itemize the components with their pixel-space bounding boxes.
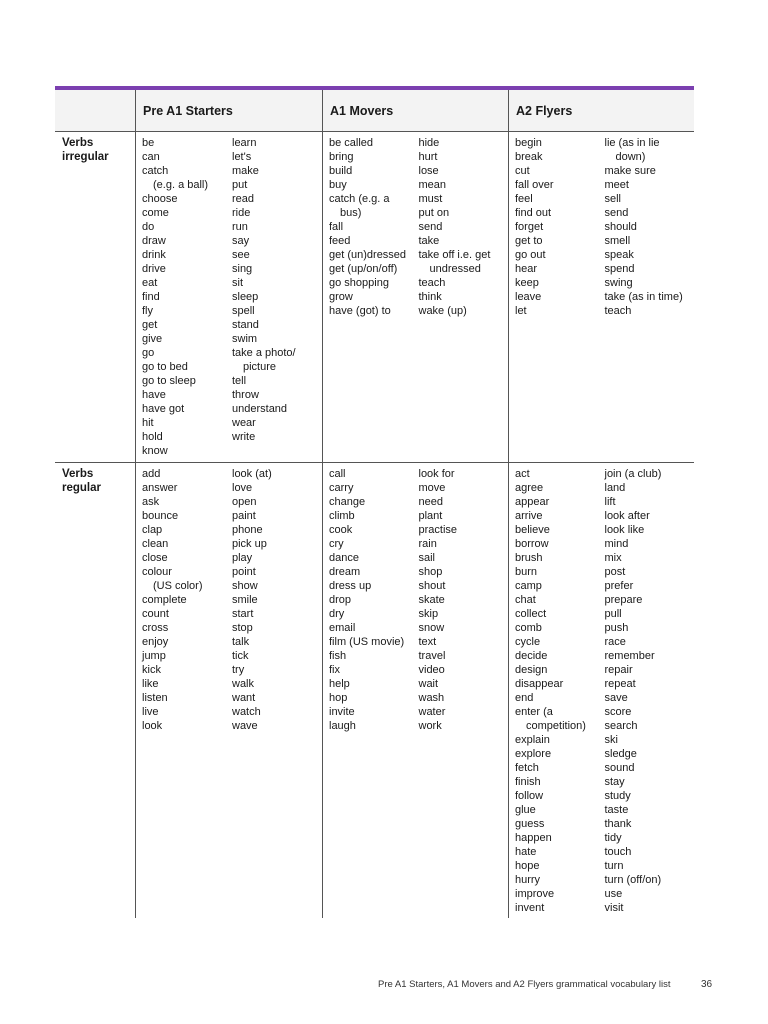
vocabulary-word: sail — [418, 552, 436, 564]
vocabulary-word: smell — [604, 235, 631, 247]
vocabulary-word: water — [418, 706, 446, 718]
vocabulary-word: play — [232, 552, 253, 564]
vocabulary-word: bus) — [340, 207, 362, 219]
vocabulary-word: build — [329, 165, 353, 177]
word-column — [605, 467, 695, 914]
vocabulary-table — [55, 86, 694, 918]
vocabulary-word: score — [604, 706, 632, 718]
vocabulary-word: fish — [329, 650, 347, 662]
vocabulary-word: need — [418, 496, 443, 508]
vocabulary-word: sledge — [604, 748, 637, 760]
vocabulary-word: pick up — [232, 538, 267, 550]
vocabulary-word: competition) — [526, 720, 586, 732]
cell-a2-flyers — [508, 463, 694, 918]
vocabulary-word: agree — [515, 482, 544, 494]
vocabulary-word: spend — [604, 263, 635, 275]
vocabulary-word: take — [418, 235, 440, 247]
vocabulary-word: mean — [418, 179, 447, 191]
vocabulary-word: skip — [418, 608, 439, 620]
vocabulary-word: look like — [604, 524, 645, 536]
vocabulary-word: collect — [515, 608, 547, 620]
vocabulary-word: look — [142, 720, 163, 732]
row-label-line: regular — [62, 482, 101, 494]
vocabulary-word: like — [142, 678, 159, 690]
vocabulary-word: dress up — [329, 580, 372, 592]
word-column — [419, 136, 509, 458]
page-number: 36 — [701, 979, 713, 990]
vocabulary-word: break — [515, 151, 543, 163]
vocabulary-word: go to sleep — [142, 375, 196, 387]
vocabulary-word: comb — [515, 622, 542, 634]
vocabulary-word: point — [232, 566, 256, 578]
vocabulary-word: race — [604, 636, 626, 648]
vocabulary-word: have (got) to — [329, 305, 391, 317]
vocabulary-word: throw — [232, 389, 259, 401]
vocabulary-word: fly — [142, 305, 153, 317]
vocabulary-word: drop — [329, 594, 352, 606]
vocabulary-word: cry — [329, 538, 344, 550]
vocabulary-word: walk — [232, 678, 255, 690]
vocabulary-word: wear — [232, 417, 256, 429]
vocabulary-word: hit — [142, 417, 154, 429]
vocabulary-word: say — [232, 235, 250, 247]
vocabulary-word: travel — [418, 650, 446, 662]
vocabulary-word: jump — [142, 650, 166, 662]
header-blank-cell — [55, 90, 135, 131]
vocabulary-word: add — [142, 468, 161, 480]
vocabulary-word: invent — [515, 902, 545, 914]
word-column — [232, 136, 322, 458]
vocabulary-word: use — [604, 888, 623, 900]
vocabulary-word: drive — [142, 263, 166, 275]
vocabulary-word: pull — [604, 608, 622, 620]
vocabulary-word: save — [604, 692, 628, 704]
vocabulary-word: teach — [418, 277, 446, 289]
vocabulary-word: understand — [232, 403, 288, 415]
vocabulary-word: get (un)dressed — [329, 249, 407, 261]
vocabulary-word: count — [142, 608, 169, 620]
vocabulary-word: search — [604, 720, 638, 732]
vocabulary-word: enjoy — [142, 636, 169, 648]
vocabulary-word: buy — [329, 179, 347, 191]
vocabulary-word: complete — [142, 594, 187, 606]
vocabulary-word: sing — [232, 263, 253, 275]
vocabulary-word: down) — [615, 151, 646, 163]
vocabulary-word: hold — [142, 431, 163, 443]
word-column — [329, 136, 419, 458]
vocabulary-word: live — [142, 706, 159, 718]
vocabulary-word: clap — [142, 524, 163, 536]
vocabulary-word: video — [418, 664, 445, 676]
vocabulary-word: watch — [232, 706, 261, 718]
vocabulary-word: turn (off/on) — [604, 874, 662, 886]
vocabulary-word: read — [232, 193, 255, 205]
vocabulary-word: leave — [515, 291, 542, 303]
vocabulary-word: find out — [515, 207, 552, 219]
vocabulary-word: bring — [329, 151, 354, 163]
vocabulary-word: glue — [515, 804, 536, 816]
row-label — [55, 132, 135, 462]
vocabulary-word: repair — [604, 664, 633, 676]
vocabulary-word: must — [418, 193, 443, 205]
vocabulary-word: tick — [232, 650, 249, 662]
vocabulary-word: change — [329, 496, 366, 508]
vocabulary-word: kick — [142, 664, 161, 676]
vocabulary-word: smile — [232, 594, 258, 606]
vocabulary-word: clean — [142, 538, 169, 550]
vocabulary-word: ask — [142, 496, 160, 508]
cell-a2-flyers — [508, 132, 694, 462]
row-verbs-regular — [55, 463, 694, 918]
word-column — [419, 467, 509, 914]
vocabulary-word: make — [232, 165, 259, 177]
row-label — [55, 463, 135, 918]
vocabulary-word: fall — [329, 221, 344, 233]
vocabulary-word: stand — [232, 319, 259, 331]
vocabulary-word: lose — [418, 165, 439, 177]
vocabulary-word: plant — [418, 510, 443, 522]
vocabulary-word: ski — [604, 734, 618, 746]
vocabulary-word: cross — [142, 622, 169, 634]
vocabulary-word: sit — [232, 277, 243, 289]
vocabulary-word: want — [232, 692, 256, 704]
vocabulary-word: close — [142, 552, 168, 564]
vocabulary-word: happen — [515, 832, 552, 844]
vocabulary-word: let's — [232, 151, 252, 163]
vocabulary-word: wave — [232, 720, 258, 732]
vocabulary-word: spell — [232, 305, 255, 317]
vocabulary-word: picture — [243, 361, 277, 373]
vocabulary-word: dance — [329, 552, 359, 564]
vocabulary-word: mix — [604, 552, 622, 564]
vocabulary-word: taste — [604, 804, 629, 816]
vocabulary-word: try — [232, 664, 245, 676]
vocabulary-word: disappear — [515, 678, 564, 690]
vocabulary-word: know — [142, 445, 168, 457]
word-column — [142, 467, 232, 914]
vocabulary-word: improve — [515, 888, 555, 900]
vocabulary-word: fall over — [515, 179, 554, 191]
vocabulary-word: work — [418, 720, 442, 732]
vocabulary-word: cook — [329, 524, 353, 536]
vocabulary-word: keep — [515, 277, 539, 289]
vocabulary-word: rain — [418, 538, 437, 550]
vocabulary-word: swing — [604, 277, 633, 289]
vocabulary-word: invite — [329, 706, 355, 718]
vocabulary-word: phone — [232, 524, 263, 536]
vocabulary-word: design — [515, 664, 548, 676]
vocabulary-word: bounce — [142, 510, 179, 522]
vocabulary-word: feel — [515, 193, 533, 205]
vocabulary-word: help — [329, 678, 350, 690]
vocabulary-word: start — [232, 608, 254, 620]
vocabulary-word: repeat — [604, 678, 636, 690]
vocabulary-word: camp — [515, 580, 542, 592]
vocabulary-word: skate — [418, 594, 445, 606]
vocabulary-word: put on — [418, 207, 450, 219]
vocabulary-word: get (up/on/off) — [329, 263, 398, 275]
vocabulary-word: go — [142, 347, 155, 359]
vocabulary-word: hurry — [515, 874, 541, 886]
word-column — [142, 136, 232, 458]
vocabulary-word: eat — [142, 277, 158, 289]
vocabulary-word: ride — [232, 207, 251, 219]
vocabulary-word: land — [604, 482, 626, 494]
vocabulary-word: colour — [142, 566, 172, 578]
vocabulary-word: be called — [329, 137, 374, 149]
vocabulary-word: hurt — [418, 151, 438, 163]
vocabulary-word: send — [604, 207, 629, 219]
vocabulary-word: take (as in time) — [604, 291, 683, 303]
vocabulary-word: have got — [142, 403, 185, 415]
vocabulary-word: email — [329, 622, 356, 634]
vocabulary-word: mind — [604, 538, 629, 550]
vocabulary-word: go to bed — [142, 361, 188, 373]
cell-a1-movers — [322, 463, 508, 918]
vocabulary-word: send — [418, 221, 443, 233]
vocabulary-word: sleep — [232, 291, 259, 303]
vocabulary-word: stay — [604, 776, 625, 788]
cell-pre-a1-starters — [135, 132, 322, 462]
vocabulary-word: undressed — [429, 263, 481, 275]
vocabulary-word: fetch — [515, 762, 539, 774]
vocabulary-word: show — [232, 580, 258, 592]
vocabulary-word: remember — [604, 650, 655, 662]
vocabulary-word: look (at) — [232, 468, 272, 480]
vocabulary-word: feed — [329, 235, 351, 247]
vocabulary-word: cut — [515, 165, 530, 177]
vocabulary-word: stop — [232, 622, 253, 634]
vocabulary-word: teach — [604, 305, 632, 317]
vocabulary-word: learn — [232, 137, 257, 149]
vocabulary-word: hope — [515, 860, 540, 872]
vocabulary-word: shop — [418, 566, 443, 578]
vocabulary-word: fix — [329, 664, 340, 676]
vocabulary-word: appear — [515, 496, 550, 508]
vocabulary-word: laugh — [329, 720, 356, 732]
vocabulary-word: dream — [329, 566, 361, 578]
header-pre-a1-starters: Pre A1 Starters — [135, 90, 322, 131]
vocabulary-word: hop — [329, 692, 348, 704]
vocabulary-word: let — [515, 305, 527, 317]
table-header — [55, 90, 694, 132]
vocabulary-word: cycle — [515, 636, 541, 648]
vocabulary-word: answer — [142, 482, 178, 494]
vocabulary-word: can — [142, 151, 160, 163]
vocabulary-word: paint — [232, 510, 256, 522]
word-column — [232, 467, 322, 914]
vocabulary-word: speak — [604, 249, 634, 261]
vocabulary-word: find — [142, 291, 160, 303]
vocabulary-word: should — [604, 221, 637, 233]
vocabulary-word: turn — [604, 860, 624, 872]
vocabulary-word: decide — [515, 650, 548, 662]
vocabulary-word: make sure — [604, 165, 656, 177]
vocabulary-word: put — [232, 179, 248, 191]
vocabulary-word: hide — [418, 137, 440, 149]
vocabulary-word: open — [232, 496, 257, 508]
page-footer-title: Pre A1 Starters, A1 Movers and A2 Flyers grammatical vocabulary list — [378, 979, 671, 990]
vocabulary-word: catch (e.g. a — [329, 193, 390, 205]
vocabulary-word: grow — [329, 291, 353, 303]
vocabulary-word: snow — [418, 622, 445, 634]
vocabulary-word: climb — [329, 510, 355, 522]
vocabulary-word: (e.g. a ball) — [153, 179, 209, 191]
vocabulary-word: burn — [515, 566, 538, 578]
cell-a1-movers — [322, 132, 508, 462]
vocabulary-word: join (a club) — [604, 468, 662, 480]
vocabulary-word: listen — [142, 692, 168, 704]
vocabulary-word: explore — [515, 748, 552, 760]
row-label-line: Verbs — [62, 137, 94, 149]
vocabulary-word: do — [142, 221, 155, 233]
vocabulary-word: guess — [515, 818, 545, 830]
vocabulary-word: hear — [515, 263, 538, 275]
vocabulary-word: get — [142, 319, 158, 331]
vocabulary-word: sound — [604, 762, 635, 774]
word-column — [605, 136, 695, 458]
vocabulary-word: hate — [515, 846, 537, 858]
vocabulary-word: enter (a — [515, 706, 553, 718]
vocabulary-word: end — [515, 692, 534, 704]
word-column — [515, 136, 605, 458]
vocabulary-word: visit — [604, 902, 624, 914]
vocabulary-word: forget — [515, 221, 544, 233]
vocabulary-word: believe — [515, 524, 550, 536]
vocabulary-word: call — [329, 468, 346, 480]
row-verbs-irregular — [55, 132, 694, 463]
vocabulary-word: text — [418, 636, 437, 648]
vocabulary-word: swim — [232, 333, 258, 345]
vocabulary-word: catch — [142, 165, 169, 177]
vocabulary-word: act — [515, 468, 530, 480]
vocabulary-word: love — [232, 482, 253, 494]
row-label-line: irregular — [62, 151, 109, 163]
vocabulary-word: (US color) — [153, 580, 203, 592]
vocabulary-word: take a photo/ — [232, 347, 296, 359]
vocabulary-word: wait — [418, 678, 439, 690]
vocabulary-word: meet — [604, 179, 629, 191]
vocabulary-word: lie (as in lie — [604, 137, 660, 149]
vocabulary-word: sell — [604, 193, 622, 205]
vocabulary-word: study — [604, 790, 631, 802]
vocabulary-word: give — [142, 333, 163, 345]
vocabulary-word: practise — [418, 524, 458, 536]
vocabulary-word: prefer — [604, 580, 634, 592]
vocabulary-word: dry — [329, 608, 345, 620]
vocabulary-word: carry — [329, 482, 354, 494]
vocabulary-word: think — [418, 291, 442, 303]
vocabulary-word: get to — [515, 235, 543, 247]
vocabulary-word: begin — [515, 137, 542, 149]
vocabulary-word: brush — [515, 552, 543, 564]
vocabulary-word: go out — [515, 249, 546, 261]
vocabulary-word: finish — [515, 776, 541, 788]
vocabulary-word: choose — [142, 193, 178, 205]
vocabulary-word: film (US movie) — [329, 636, 405, 648]
vocabulary-word: have — [142, 389, 166, 401]
vocabulary-word: chat — [515, 594, 536, 606]
vocabulary-word: post — [604, 566, 626, 578]
vocabulary-word: push — [604, 622, 629, 634]
word-column — [329, 467, 419, 914]
row-label-line: Verbs — [62, 468, 94, 480]
word-column — [515, 467, 605, 914]
header-a1-movers: A1 Movers — [322, 90, 508, 131]
vocabulary-word: tell — [232, 375, 247, 387]
vocabulary-word: explain — [515, 734, 550, 746]
vocabulary-word: move — [418, 482, 446, 494]
vocabulary-word: touch — [604, 846, 632, 858]
vocabulary-word: draw — [142, 235, 166, 247]
vocabulary-word: come — [142, 207, 169, 219]
vocabulary-word: tidy — [604, 832, 622, 844]
vocabulary-word: take off i.e. get — [418, 249, 491, 261]
vocabulary-word: arrive — [515, 510, 543, 522]
vocabulary-word: shout — [418, 580, 446, 592]
header-a2-flyers: A2 Flyers — [508, 90, 694, 131]
vocabulary-word: thank — [604, 818, 632, 830]
vocabulary-word: lift — [604, 496, 616, 508]
vocabulary-word: run — [232, 221, 248, 233]
vocabulary-word: borrow — [515, 538, 549, 550]
vocabulary-word: follow — [515, 790, 544, 802]
vocabulary-word: prepare — [604, 594, 643, 606]
cell-pre-a1-starters — [135, 463, 322, 918]
vocabulary-word: drink — [142, 249, 166, 261]
vocabulary-word: write — [232, 431, 256, 443]
vocabulary-word: look for — [418, 468, 455, 480]
vocabulary-word: wake (up) — [418, 305, 467, 317]
vocabulary-word: go shopping — [329, 277, 389, 289]
vocabulary-word: talk — [232, 636, 250, 648]
vocabulary-word: wash — [418, 692, 445, 704]
vocabulary-word: look after — [604, 510, 650, 522]
vocabulary-word: see — [232, 249, 250, 261]
vocabulary-word: be — [142, 137, 155, 149]
